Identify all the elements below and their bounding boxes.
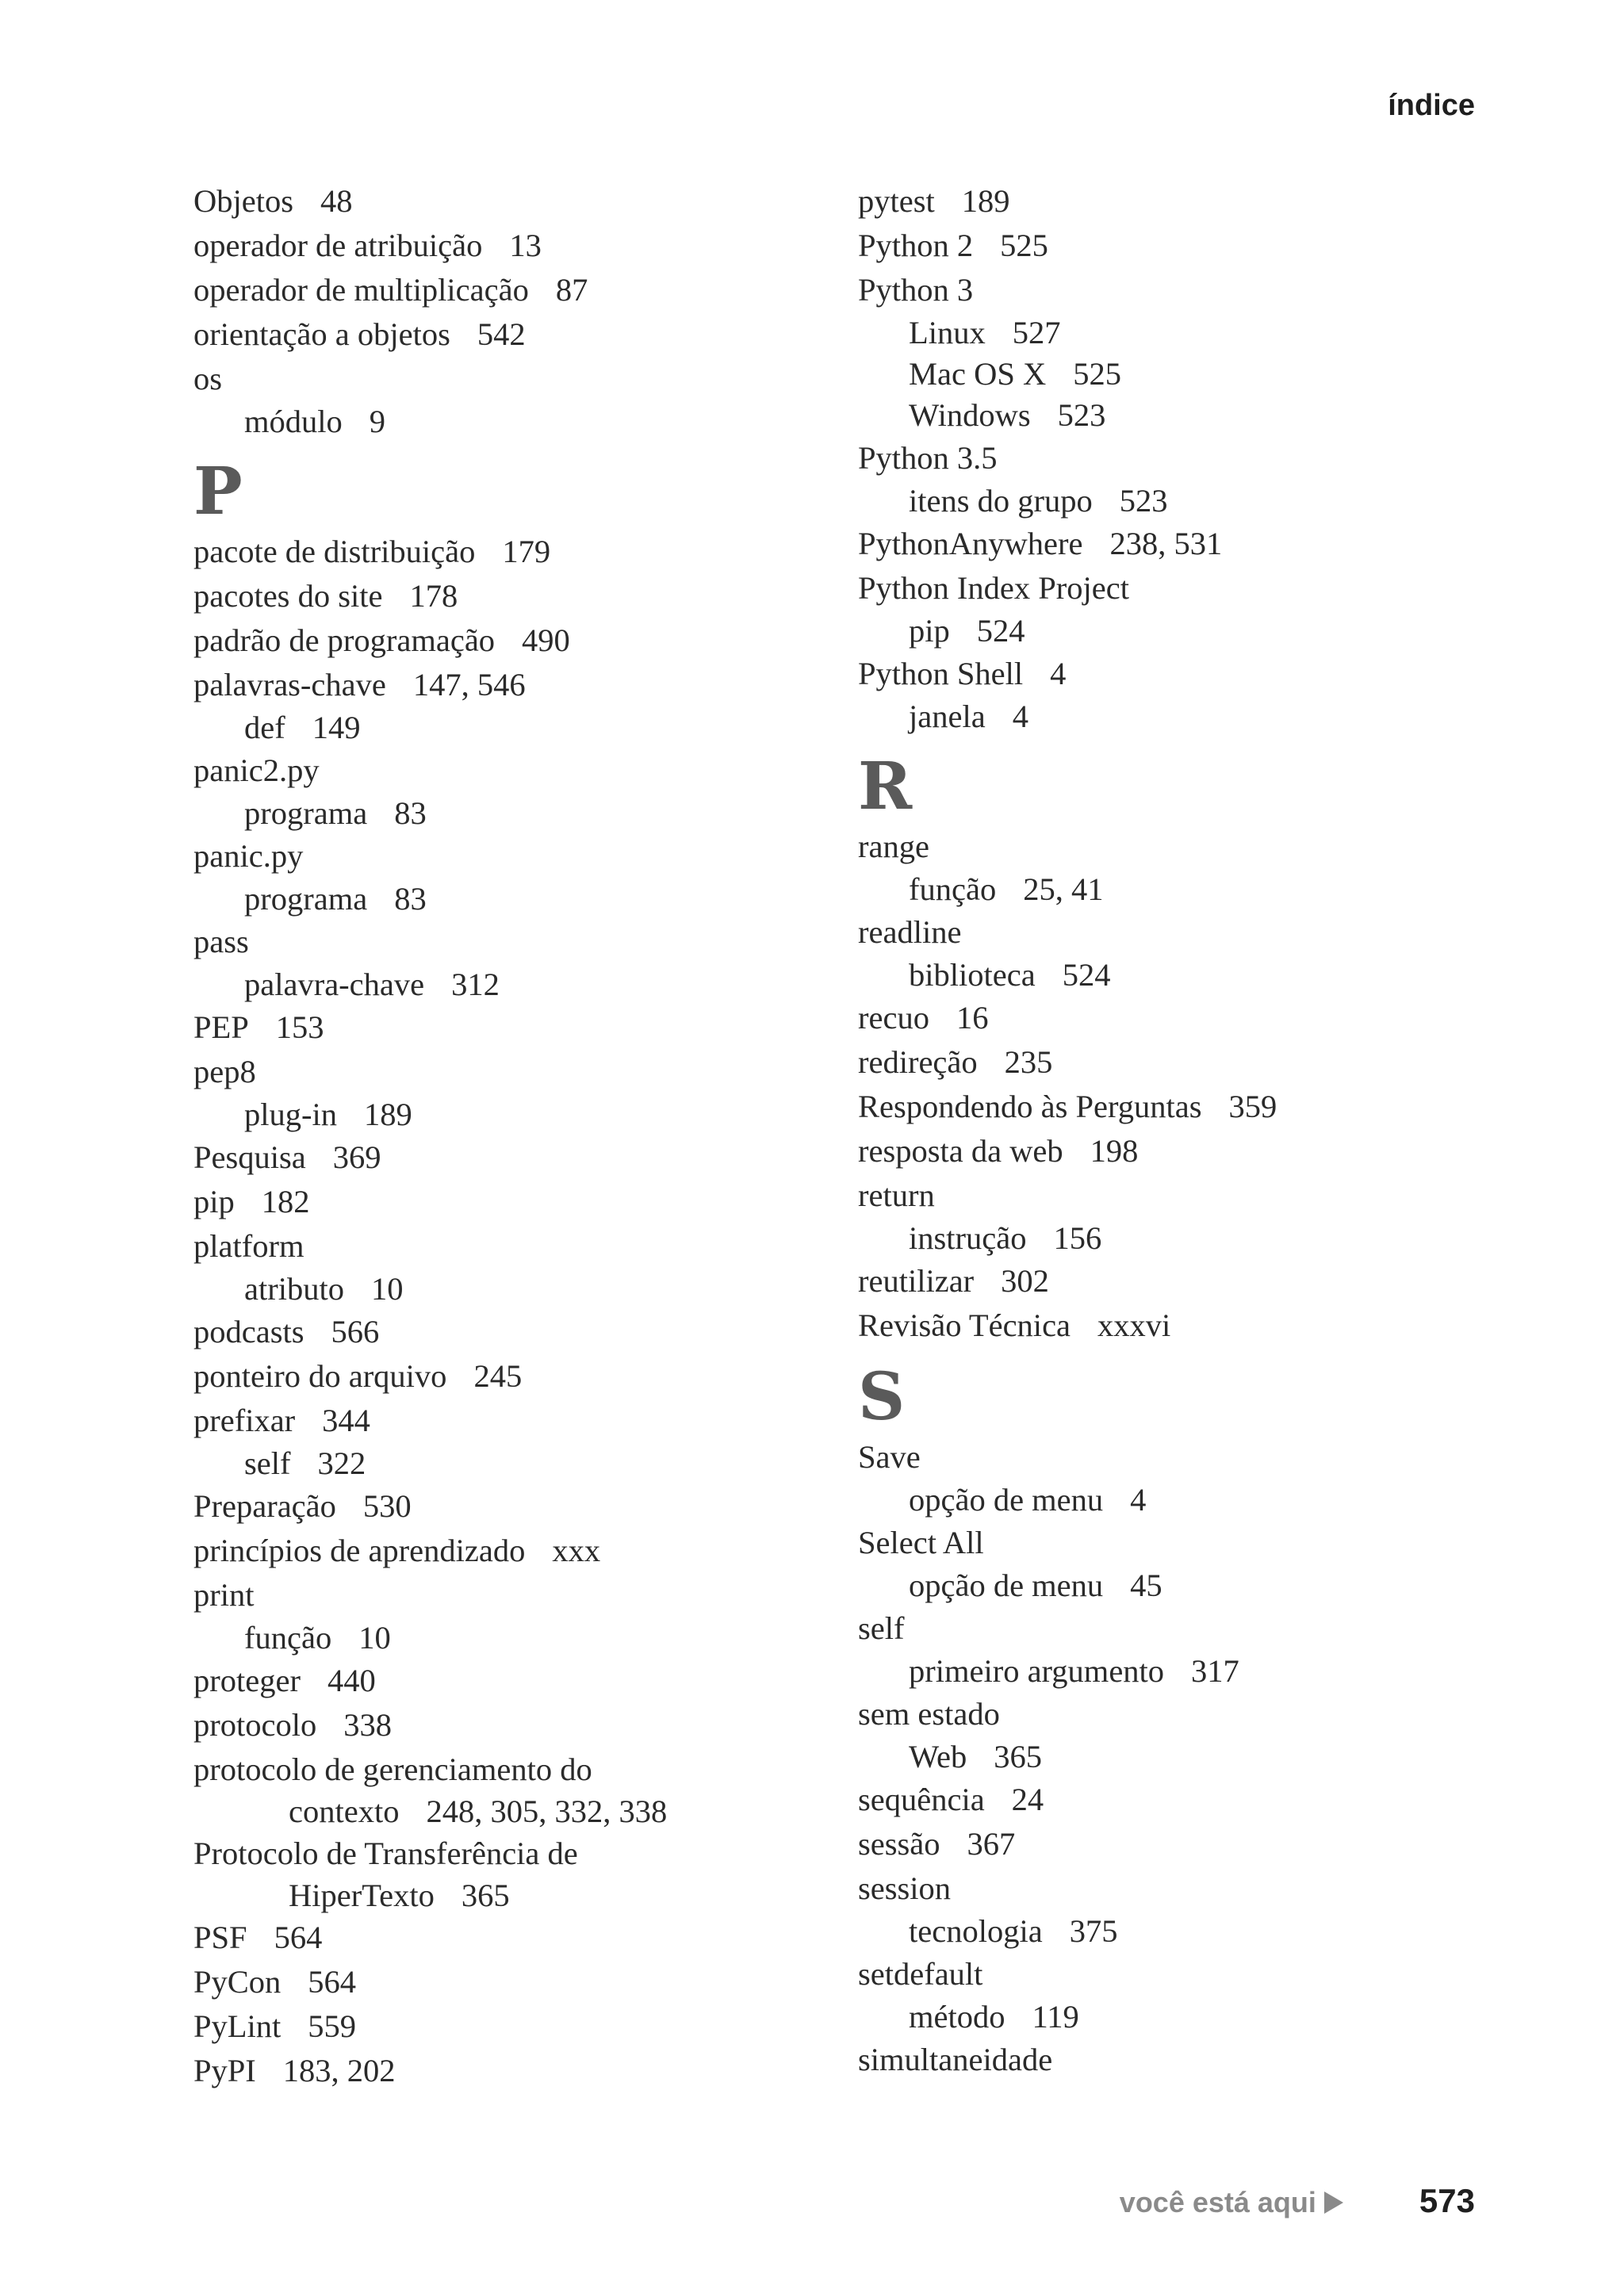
page-footer — [1120, 2182, 1475, 2220]
index-term: padrão de programação — [193, 622, 496, 658]
index-entry — [193, 312, 844, 357]
index-term: self — [858, 1610, 905, 1646]
index-subentry — [858, 312, 1508, 354]
index-subentry — [858, 611, 1508, 652]
page-reference: 198 — [1090, 1133, 1139, 1169]
index-entry — [193, 1960, 844, 2004]
index-subentry — [193, 793, 844, 834]
index-term: módulo — [244, 404, 343, 439]
index-term: panic2.py — [193, 752, 320, 788]
page-reference: 45 — [1130, 1568, 1162, 1603]
page-reference: 525 — [1000, 228, 1048, 263]
page-reference: 183, 202 — [282, 2053, 396, 2088]
index-term: opção de menu — [909, 1482, 1104, 1518]
index-subentry — [858, 480, 1508, 522]
index-term: resposta da web — [858, 1133, 1063, 1169]
index-term: return — [858, 1177, 935, 1213]
page-reference: 564 — [308, 1964, 357, 2000]
index-entry — [193, 574, 844, 618]
index-subentry — [193, 1094, 844, 1135]
page-reference: 48 — [320, 183, 353, 219]
index-term: simultaneidade — [858, 2042, 1053, 2077]
page-reference: 147, 546 — [412, 667, 526, 702]
index-entry — [193, 1703, 844, 1748]
index-term: ponteiro do arquivo — [193, 1358, 447, 1394]
index-entry — [193, 1135, 844, 1180]
index-entry — [858, 1692, 1508, 1736]
index-term: Mac OS X — [909, 356, 1047, 392]
index-term: panic.py — [193, 838, 304, 874]
page-reference: 523 — [1057, 397, 1106, 433]
index-entry — [193, 1748, 844, 1832]
page-reference: 156 — [1053, 1220, 1102, 1256]
index-entry — [858, 1435, 1508, 1480]
page-reference: 559 — [308, 2008, 357, 2044]
index-term: primeiro argumento — [909, 1653, 1165, 1689]
index-entry — [858, 1952, 1508, 1996]
page-reference: xxxvi — [1097, 1307, 1171, 1343]
index-term: Python 2 — [858, 228, 974, 263]
page-number: 573 — [1419, 2182, 1475, 2219]
index-term: proteger — [193, 1663, 301, 1698]
index-term: opção de menu — [909, 1568, 1104, 1603]
index-term: Python 3 — [858, 272, 974, 308]
page-reference: 179 — [502, 534, 551, 569]
index-term: PyCon — [193, 1964, 282, 2000]
index-term: operador de atribuição — [193, 228, 483, 263]
index-entry — [193, 2049, 844, 2093]
index-column-right — [858, 179, 1508, 2082]
index-term: Preparação — [193, 1488, 336, 1524]
index-term: Objetos — [193, 183, 293, 219]
index-term: range — [858, 829, 929, 864]
index-subentry — [193, 707, 844, 748]
index-entry — [858, 1173, 1508, 1218]
page-reference: 523 — [1119, 483, 1168, 519]
index-term: session — [858, 1870, 952, 1906]
index-column-left — [193, 179, 844, 2093]
index-term: Pesquisa — [193, 1139, 306, 1175]
index-entry — [858, 2038, 1508, 2082]
index-term: readline — [858, 914, 962, 950]
index-entry — [193, 1354, 844, 1399]
section-letter: S — [858, 1359, 906, 1435]
index-term: Revisão Técnica — [858, 1307, 1071, 1343]
index-term: pass — [193, 924, 249, 959]
index-term: biblioteca — [909, 957, 1036, 993]
index-entry — [193, 1529, 844, 1573]
page-reference: 149 — [312, 710, 361, 745]
index-term: Web — [909, 1739, 967, 1774]
index-term: protocolo de gerenciamento do — [193, 1751, 592, 1787]
page-reference: 153 — [275, 1009, 324, 1045]
index-term: sequência — [858, 1782, 985, 1817]
page-reference: 235 — [1004, 1044, 1053, 1080]
index-entry — [858, 1040, 1508, 1085]
page-reference: 238, 531 — [1109, 526, 1223, 561]
page-reference: 245 — [473, 1358, 523, 1394]
index-term: função — [244, 1620, 332, 1656]
index-term: programa — [244, 881, 368, 917]
index-entry — [858, 1866, 1508, 1911]
page-reference: 566 — [331, 1314, 380, 1349]
index-subentry — [858, 1996, 1508, 2038]
page-reference: 369 — [332, 1139, 381, 1175]
arrow-right-icon — [1324, 2192, 1343, 2214]
index-term: instrução — [909, 1220, 1027, 1256]
index-entry — [193, 1050, 844, 1094]
page-reference: 4 — [1050, 656, 1067, 691]
index-entry — [193, 268, 844, 312]
index-term: tecnologia — [909, 1913, 1043, 1949]
index-subentry — [858, 1911, 1508, 1952]
index-term-continuation-text: contexto — [289, 1793, 400, 1829]
index-entry — [858, 1303, 1508, 1348]
index-term-continuation-text: HiperTexto — [289, 1878, 435, 1913]
page-reference: 189 — [364, 1097, 412, 1132]
index-term: princípios de aprendizado — [193, 1533, 526, 1568]
page-reference: 9 — [369, 404, 386, 439]
page-reference: 365 — [994, 1739, 1042, 1774]
index-entry — [858, 910, 1508, 955]
index-term: protocolo — [193, 1707, 317, 1743]
index-term: função — [909, 871, 997, 907]
index-term: podcasts — [193, 1314, 304, 1349]
page-reference: 25, 41 — [1023, 871, 1104, 907]
index-subentry — [193, 879, 844, 920]
index-entry — [193, 224, 844, 268]
index-term: reutilizar — [858, 1263, 975, 1299]
index-entry — [193, 1399, 844, 1443]
index-term-continuation — [193, 1876, 844, 1916]
index-entry — [858, 436, 1508, 480]
index-subentry — [193, 1617, 844, 1659]
section-letter: R — [858, 748, 913, 825]
page-reference: 10 — [370, 1271, 404, 1307]
index-term: platform — [193, 1228, 304, 1264]
page-reference: 365 — [461, 1878, 510, 1913]
index-entry — [858, 1259, 1508, 1303]
page-reference: 375 — [1069, 1913, 1118, 1949]
index-term: pacote de distribuição — [193, 534, 476, 569]
index-term: atributo — [244, 1271, 344, 1307]
index-term: Respondendo às Perguntas — [858, 1089, 1202, 1124]
page-reference: 524 — [976, 613, 1025, 649]
page-reference: 542 — [477, 316, 526, 352]
index-term: PSF — [193, 1920, 247, 1955]
index-term: prefixar — [193, 1403, 296, 1438]
index-entry — [193, 1180, 844, 1224]
page-reference: 564 — [274, 1920, 323, 1955]
index-term: Python 3.5 — [858, 440, 998, 476]
index-entry — [193, 1832, 844, 1916]
index-entry — [858, 1778, 1508, 1822]
index-entry — [193, 1310, 844, 1354]
index-subentry — [858, 1651, 1508, 1692]
index-subentry — [193, 1443, 844, 1484]
page-reference: 87 — [555, 272, 588, 308]
index-entry — [858, 1085, 1508, 1129]
index-term: self — [244, 1445, 291, 1481]
page-reference: 24 — [1011, 1782, 1044, 1817]
page-reference: 4 — [1130, 1482, 1147, 1518]
index-subentry — [193, 1269, 844, 1310]
index-term: palavras-chave — [193, 667, 386, 702]
index-term: método — [909, 1999, 1005, 2035]
footer-label: você está aqui — [1119, 2186, 1316, 2218]
index-entry — [193, 834, 844, 879]
index-entry — [193, 663, 844, 707]
index-term: Linux — [909, 315, 986, 350]
index-term-continuation — [193, 1792, 844, 1832]
index-entry — [193, 530, 844, 574]
page-reference: 440 — [327, 1663, 376, 1698]
index-entry — [193, 179, 844, 224]
index-term: pip — [909, 613, 950, 649]
page-reference: 13 — [509, 228, 542, 263]
index-subentry — [858, 869, 1508, 910]
page-reference: 182 — [261, 1184, 310, 1219]
index-term: pytest — [858, 183, 935, 219]
index-term: Protocolo de Transferência de — [193, 1836, 578, 1871]
index-term: sem estado — [858, 1696, 1000, 1732]
index-entry — [858, 522, 1508, 566]
index-subentry — [858, 955, 1508, 996]
page-reference: 338 — [343, 1707, 392, 1743]
page-reference: 525 — [1073, 356, 1121, 392]
page-reference: 10 — [358, 1620, 391, 1656]
index-entry — [193, 1573, 844, 1617]
page-reference: 524 — [1062, 957, 1111, 993]
page-reference: 490 — [522, 622, 570, 658]
index-entry — [858, 1822, 1508, 1866]
page-reference: 119 — [1032, 1999, 1079, 2035]
index-term: pip — [193, 1184, 235, 1219]
page-reference: 16 — [956, 1000, 989, 1035]
index-term: recuo — [858, 1000, 929, 1035]
index-term: Save — [858, 1439, 921, 1475]
section-letter: P — [193, 454, 243, 530]
index-subentry — [858, 1480, 1508, 1521]
index-subentry — [858, 1736, 1508, 1778]
index-term: PythonAnywhere — [858, 526, 1083, 561]
index-entry — [193, 357, 844, 401]
index-term: orientação a objetos — [193, 316, 450, 352]
index-term: itens do grupo — [909, 483, 1093, 519]
index-term: sessão — [858, 1826, 940, 1862]
page-reference: 344 — [322, 1403, 370, 1438]
index-subentry — [193, 964, 844, 1005]
page-reference: 527 — [1012, 315, 1061, 350]
index-entry — [858, 1129, 1508, 1173]
index-entry — [193, 618, 844, 663]
index-entry — [193, 920, 844, 964]
index-term: Python Index Project — [858, 570, 1129, 606]
index-subentry — [858, 1565, 1508, 1606]
index-term: def — [244, 710, 285, 745]
page-reference: 248, 305, 332, 338 — [426, 1793, 668, 1829]
index-entry — [193, 1484, 844, 1529]
index-term: os — [193, 361, 223, 396]
page-reference: 178 — [409, 578, 458, 614]
index-term: palavra-chave — [244, 967, 425, 1002]
index-term: Windows — [909, 397, 1031, 433]
index-term: operador de multiplicação — [193, 272, 529, 308]
index-term: pep8 — [193, 1054, 256, 1089]
index-entry — [858, 825, 1508, 869]
index-entry — [858, 652, 1508, 696]
index-term: print — [193, 1577, 255, 1613]
index-entry — [858, 1606, 1508, 1651]
index-entry — [858, 179, 1508, 224]
index-term: pacotes do site — [193, 578, 383, 614]
page-reference: 302 — [1001, 1263, 1049, 1299]
page-reference: 367 — [967, 1826, 1016, 1862]
index-term: PEP — [193, 1009, 249, 1045]
page-reference: xxx — [552, 1533, 601, 1568]
index-term: redireção — [858, 1044, 978, 1080]
index-term: PyLint — [193, 2008, 282, 2044]
index-subentry — [858, 696, 1508, 737]
page-reference: 317 — [1191, 1653, 1239, 1689]
page-reference: 359 — [1228, 1089, 1277, 1124]
index-entry — [858, 224, 1508, 268]
index-term: plug-in — [244, 1097, 337, 1132]
index-entry — [193, 1224, 844, 1269]
index-term: janela — [909, 699, 986, 734]
index-subentry — [858, 1218, 1508, 1259]
page-reference: 83 — [394, 881, 427, 917]
index-term: setdefault — [858, 1956, 983, 1992]
index-term: Python Shell — [858, 656, 1024, 691]
index-entry — [193, 1005, 844, 1050]
index-entry — [193, 1916, 844, 1960]
index-entry — [193, 1659, 844, 1703]
index-term: Select All — [858, 1525, 984, 1560]
page-reference: 530 — [362, 1488, 412, 1524]
index-entry — [193, 2004, 844, 2049]
index-subentry — [193, 401, 844, 442]
page-reference: 4 — [1012, 699, 1028, 734]
page-reference: 83 — [394, 795, 427, 831]
page-reference: 312 — [451, 967, 500, 1002]
page-reference: 189 — [961, 183, 1010, 219]
index-term: programa — [244, 795, 368, 831]
index-entry — [858, 566, 1508, 611]
index-entry — [858, 268, 1508, 312]
index-subentry — [858, 354, 1508, 395]
index-entry — [858, 996, 1508, 1040]
index-subentry — [858, 395, 1508, 436]
section-title: índice — [1388, 89, 1475, 122]
index-entry — [858, 1521, 1508, 1565]
index-term: PyPI — [193, 2053, 256, 2088]
index-entry — [193, 748, 844, 793]
page-reference: 322 — [317, 1445, 366, 1481]
